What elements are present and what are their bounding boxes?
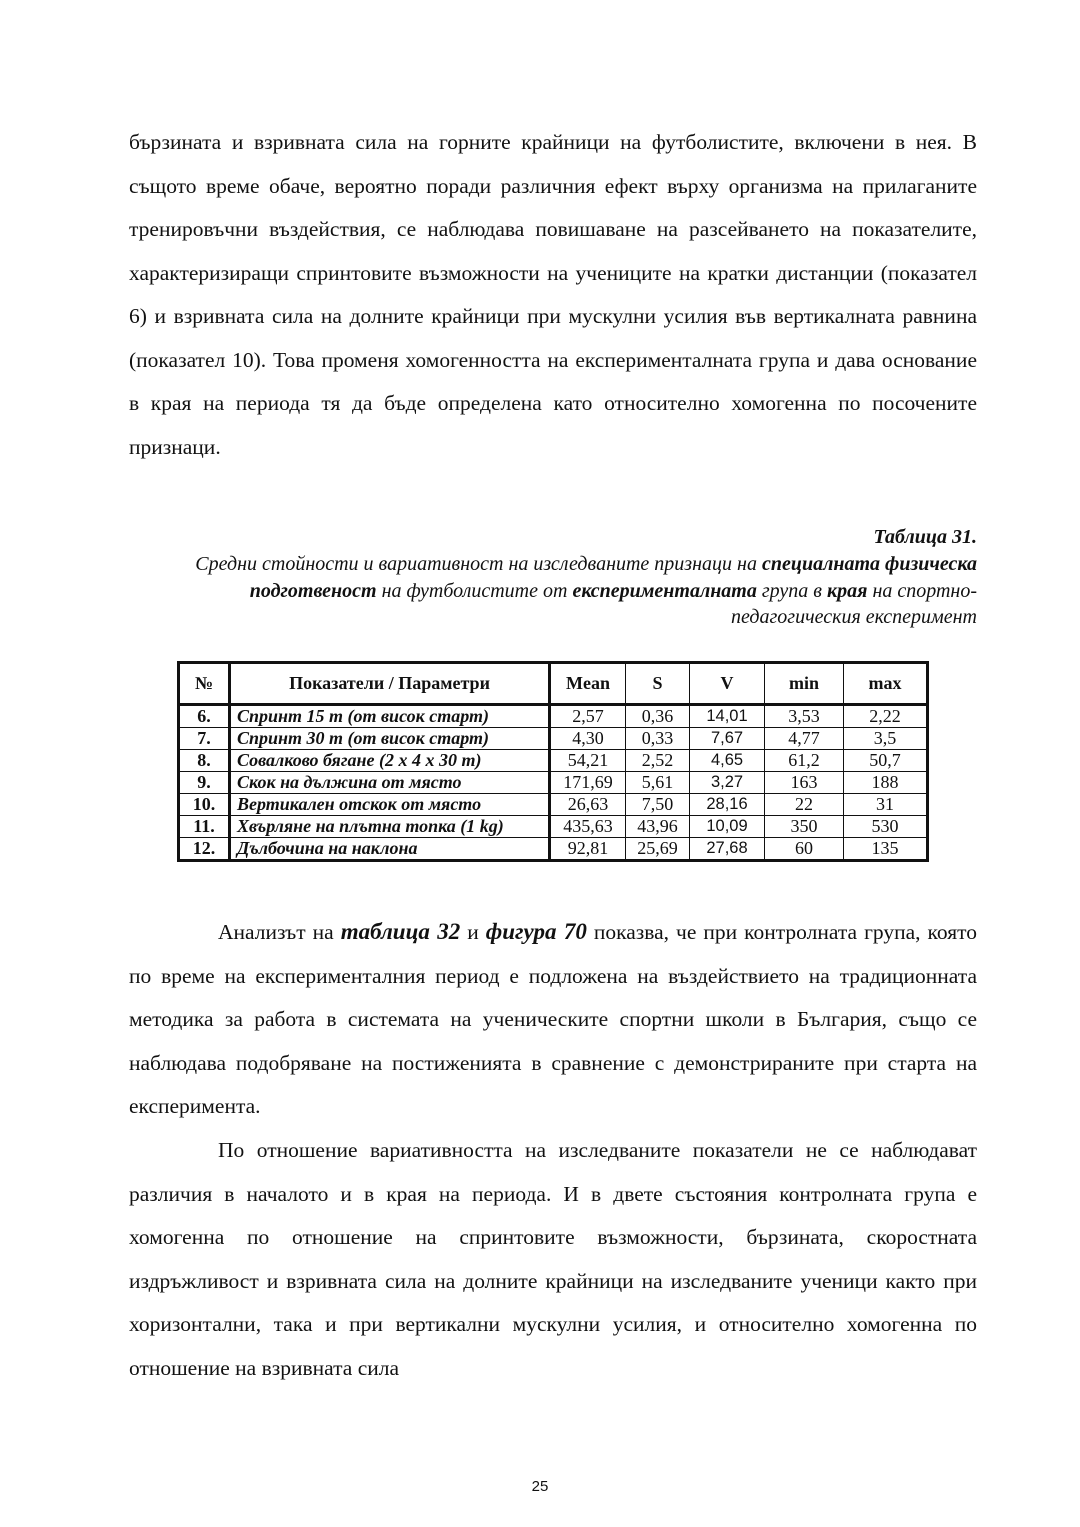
caption-emphasis: края: [826, 579, 868, 602]
cell-min: 3,53: [765, 705, 844, 728]
row-number: 10.: [179, 794, 230, 816]
caption-part: група в: [756, 579, 827, 602]
caption-part: на спортно-педагогическия експеримент: [730, 579, 977, 628]
row-indicator: Совалково бягане (2 х 4 х 30 m): [230, 750, 550, 772]
data-table: [177, 661, 929, 862]
cell-mean: 2,57: [550, 705, 626, 728]
row-number: 12.: [179, 838, 230, 861]
table-reference: таблица 32: [340, 919, 461, 944]
cell-mean: 171,69: [550, 772, 626, 794]
cell-s: 2,52: [626, 750, 690, 772]
row-indicator: Хвърляне на плътна топка (1 kg): [230, 816, 550, 838]
cell-max: 50,7: [844, 750, 928, 772]
row-number: 7.: [179, 728, 230, 750]
caption-emphasis: специалната физическа подготвеност: [249, 553, 977, 602]
header-no: №: [179, 663, 230, 705]
cell-v: 3,27: [690, 772, 765, 794]
cell-max: 188: [844, 772, 928, 794]
row-indicator: Вертикален отскок от място: [230, 794, 550, 816]
header-max: max: [844, 663, 928, 705]
cell-s: 0,33: [626, 728, 690, 750]
cell-v: 7,67: [690, 728, 765, 750]
table-row: [179, 794, 928, 816]
cell-max: 31: [844, 794, 928, 816]
row-indicator: Спринт 30 m (от висок старт): [230, 728, 550, 750]
figure-reference: фигура 70: [485, 919, 587, 944]
table-row: [179, 750, 928, 772]
cell-v: 14,01: [690, 705, 765, 728]
cell-min: 350: [765, 816, 844, 838]
cell-mean: 4,30: [550, 728, 626, 750]
header-v: V: [690, 663, 765, 705]
row-number: 9.: [179, 772, 230, 794]
cell-min: 4,77: [765, 728, 844, 750]
paragraph-analysis: [129, 910, 977, 1129]
table-header-row: [179, 663, 928, 705]
table-row: [179, 728, 928, 750]
cell-max: 135: [844, 838, 928, 861]
header-min: min: [765, 663, 844, 705]
analysis-text: Анализът на: [218, 920, 341, 944]
table-caption: [129, 551, 977, 631]
paragraph-bottom: По отношение вариативността на изследваните показатели не се наблюдават различия в началото и в края на периода. И в двете състояния контролната група е хомогенна по отношение на спринтовите възможности, бързината, скоростната издръжливост и взривната сила на долните крайници на изследваните ученици както при хоризонтални, така и при вертикални мускулни усилия, и относително хомогенна по отношение на взривната сила: [129, 1138, 977, 1380]
row-number: 11.: [179, 816, 230, 838]
cell-s: 5,61: [626, 772, 690, 794]
row-number: 8.: [179, 750, 230, 772]
cell-v: 28,16: [690, 794, 765, 816]
cell-v: 27,68: [690, 838, 765, 861]
cell-s: 25,69: [626, 838, 690, 861]
cell-s: 0,36: [626, 705, 690, 728]
header-s: S: [626, 663, 690, 705]
row-number: 6.: [179, 705, 230, 728]
cell-mean: 26,63: [550, 794, 626, 816]
table-row: [179, 705, 928, 728]
table-row: [179, 838, 928, 861]
cell-max: 530: [844, 816, 928, 838]
row-indicator: Спринт 15 m (от висок старт): [230, 705, 550, 728]
table-row: [179, 772, 928, 794]
caption-part: Средни стойности и вариативност на изследваните признаци на: [195, 553, 762, 575]
cell-s: 7,50: [626, 794, 690, 816]
cell-v: 10,09: [690, 816, 765, 838]
analysis-text: показва, че при контролната група, която по време на експерименталния период е подложена на въздействието на традиционната методика за работа в системата на ученическите спортни школи в България, също се наблюдава подобряване на постиженията в сравнение с демонстрираните при старта на експеримента.: [129, 920, 977, 1118]
cell-min: 22: [765, 794, 844, 816]
cell-min: 60: [765, 838, 844, 861]
cell-mean: 435,63: [550, 816, 626, 838]
caption-emphasis: експерименталната: [572, 579, 757, 602]
cell-mean: 92,81: [550, 838, 626, 861]
header-indicator: Показатели / Параметри: [230, 663, 550, 705]
cell-v: 4,65: [690, 750, 765, 772]
paragraph-top: бързината и взривната сила на горните крайници на футболистите, включени в нея. В същото време обаче, вероятно поради различния ефект върху организма на прилаганите тренировъчни въздействия, се наблюдава повишаване на разсейването на показателите, характеризиращи спринтовите възможности на учениците на кратки дистанции (показател 6) и взривната сила на долните крайници при мускулни усилия във вертикалната равнина (показател 10). Това променя хомогенността на експерименталната група и дава основание в края на периода тя да бъде определена като относително хомогенна по посочените признаци.: [129, 130, 977, 459]
table-row: [179, 816, 928, 838]
table-number: Таблица 31.: [873, 526, 977, 548]
cell-s: 43,96: [626, 816, 690, 838]
row-indicator: Скок на дължина от място: [230, 772, 550, 794]
cell-max: 3,5: [844, 728, 928, 750]
cell-mean: 54,21: [550, 750, 626, 772]
analysis-text: и: [460, 920, 486, 944]
cell-min: 61,2: [765, 750, 844, 772]
caption-part: на футболистите от: [376, 579, 573, 602]
header-mean: Mean: [550, 663, 626, 705]
cell-max: 2,22: [844, 705, 928, 728]
cell-min: 163: [765, 772, 844, 794]
page-number: 25: [531, 1478, 549, 1495]
row-indicator: Дълбочина на наклона: [230, 838, 550, 861]
